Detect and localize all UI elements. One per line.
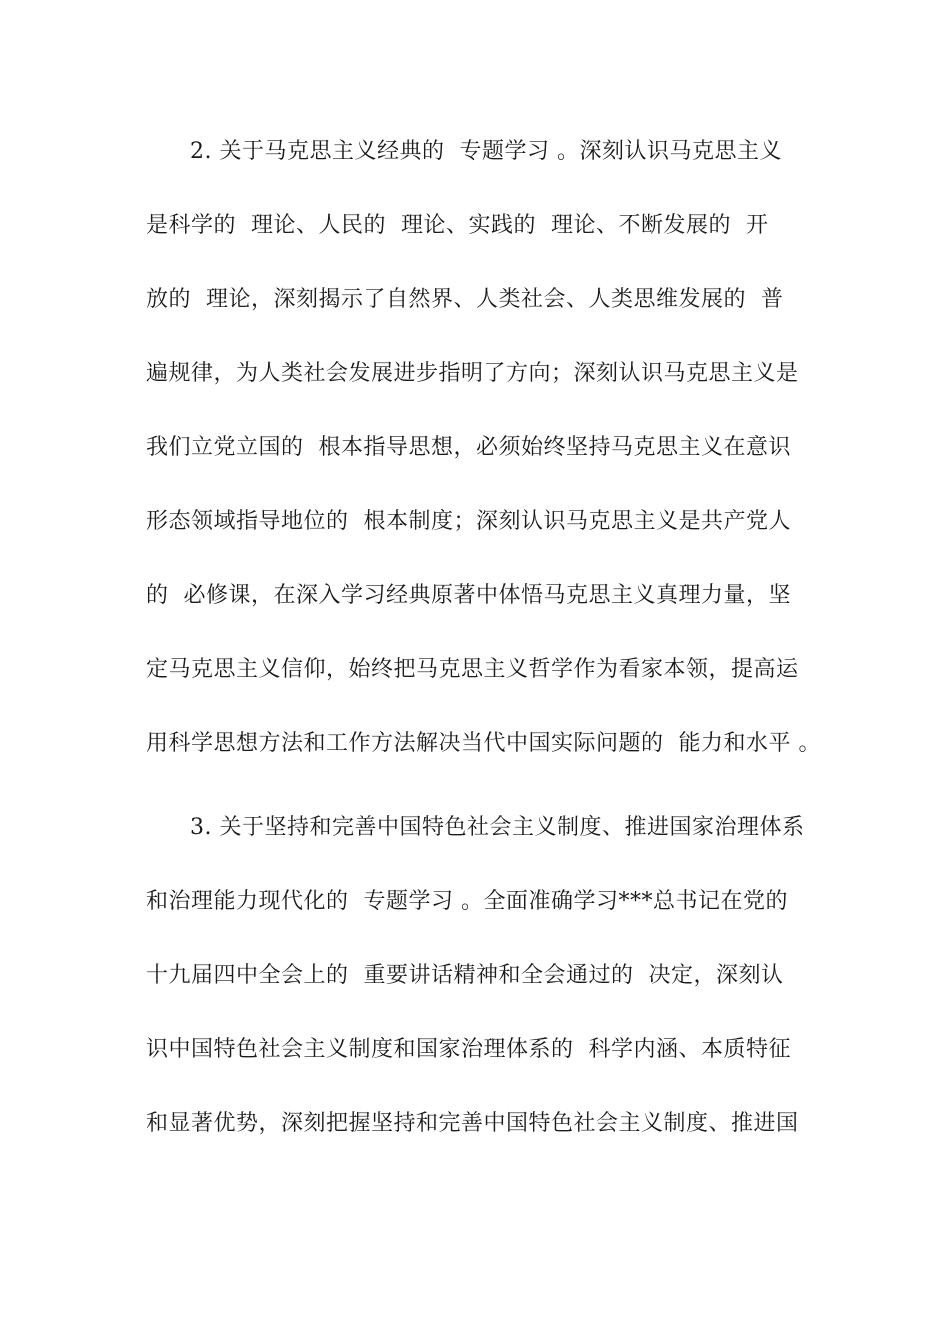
paragraph-3-line-4: 识中国特色社会主义制度和国家治理体系的 科学内涵、本质特征: [146, 1037, 791, 1062]
paragraph-2-line-7: 的 必修课，在深入学习经典原著中体悟马克思主义真理力量，坚: [146, 583, 791, 608]
paragraph-2-line-8: 定马克思主义信仰，始终把马克思主义哲学作为看家本领，提高运: [146, 657, 799, 682]
paragraph-3-line-2: 和治理能力现代化的 专题学习 。全面准确学习***总书记在党的: [146, 889, 788, 914]
paragraph-2-line-5: 我们立党立国的 根本指导思想，必须始终坚持马克思主义在意识: [146, 435, 791, 460]
paragraph-3-line-3: 十九届四中全会上的 重要讲话精神和全会通过的 决定，深刻认: [146, 963, 784, 988]
paragraph-2-line-6: 形态领域指导地位的 根本制度；深刻认识马克思主义是共产党人: [146, 509, 791, 534]
paragraph-2-line-1: 2. 关于马克思主义经典的 专题学习 。深刻认识马克思主义: [190, 139, 782, 164]
paragraph-2-line-4: 遍规律，为人类社会发展进步指明了方向；深刻认识马克思主义是: [146, 361, 799, 386]
paragraph-2-line-9: 用科学思想方法和工作方法解决当代中国实际问题的 能力和水平 。: [146, 731, 821, 756]
paragraph-2-line-3: 放的 理论，深刻揭示了自然界、人类社会、人类思维发展的 普: [146, 287, 784, 312]
paragraph-3-line-5: 和显著优势，深刻把握坚持和完善中国特色社会主义制度、推进国: [146, 1111, 799, 1136]
paragraph-3-line-1: 3. 关于坚持和完善中国特色社会主义制度、推进国家治理体系: [190, 815, 805, 840]
paragraph-2-line-2: 是科学的 理论、人民的 理论、实践的 理论、不断发展的 开: [146, 213, 769, 238]
